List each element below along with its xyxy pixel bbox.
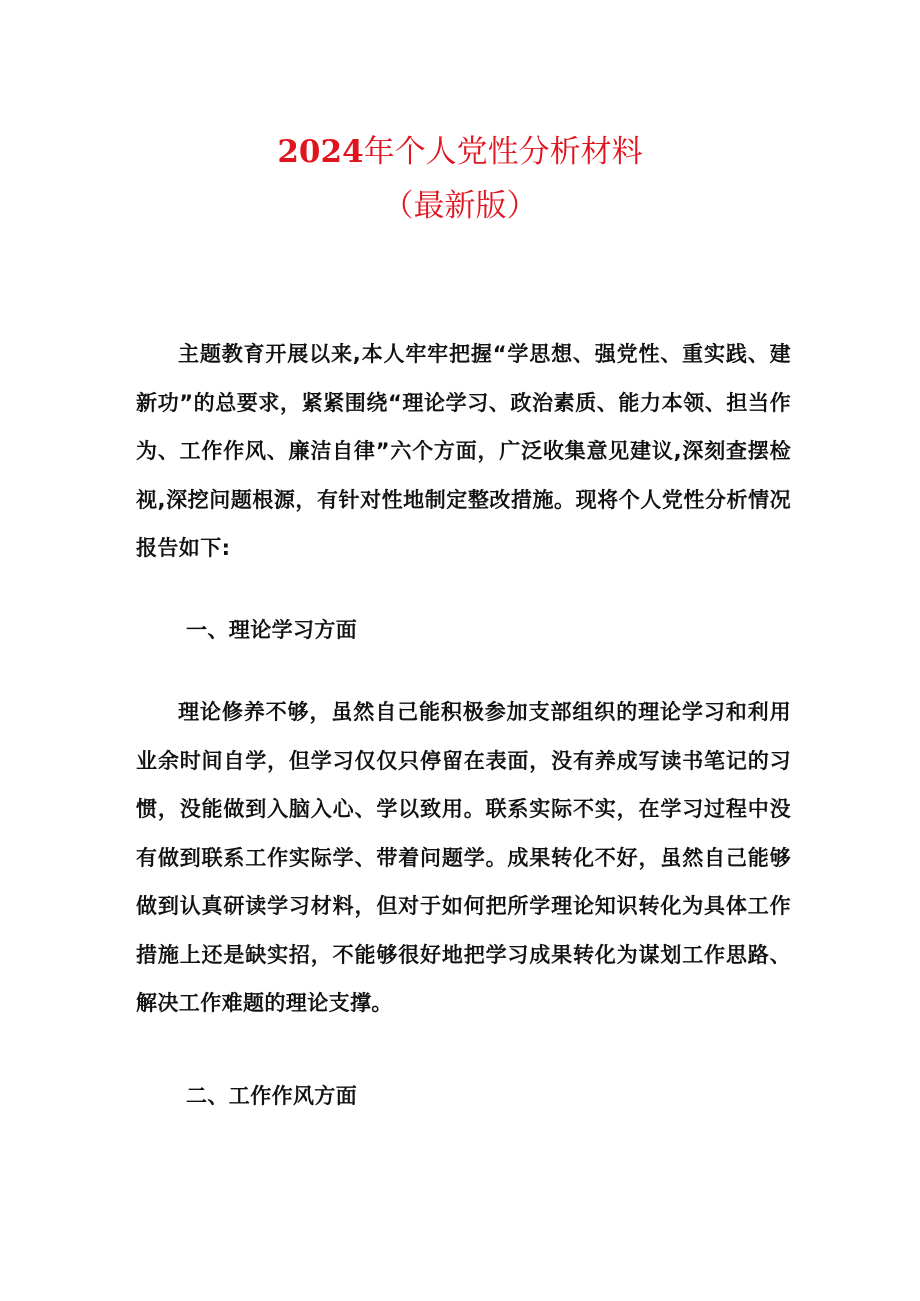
section-body-theory: 理论修养不够，虽然自己能积极参加支部组织的理论学习和利用业余时间自学，但学习仅仅只停留在表面，没有养成写读书笔记的习惯，没能做到入脑入心、学以致用。联系实际不实，在学习过程中没有做到联系工作实际学、带着问题学。成果转化不好，虽然自己能够做到认真研读学习材料，但对于如何把所学理论知识转化为具体工作措施上还是缺实招，不能够很好地把学习成果转化为谋划工作思路、解决工作难题的理论支撑。 [136,700,791,1015]
section-heading-work-style: 二、工作作风方面 [186,1084,358,1108]
intro-paragraph: 主题教育开展以来,本人牢牢把握“学思想、强党性、重实践、建新功”的总要求，紧紧围绕“理论学习、政治素质、能力本领、担当作为、工作作风、廉洁自律”六个方面，广泛收集意见建议,深刻查摆检视,深挖问题根源，有针对性地制定整改措施。现将个人党性分析情况报告如下: [136,342,791,560]
title-text: 年个人党性分析材料 [363,134,643,170]
document-title [0,126,920,171]
title-year: 2024 [277,134,364,170]
section-heading-theory: 一、理论学习方面 [186,618,358,642]
document-subtitle: （最新版） [382,188,538,224]
